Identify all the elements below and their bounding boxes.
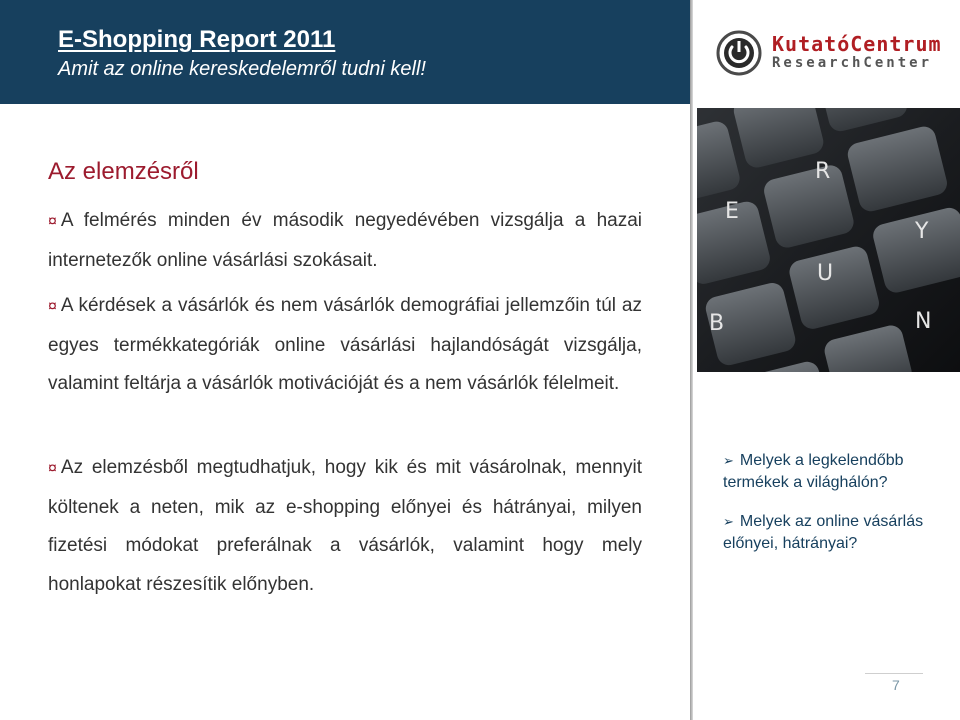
- paragraph-1: ¤ A felmérés minden év második negyedévében vizsgálja a hazai internetezők online vásárlási szokásait.: [48, 210, 642, 271]
- question-2: ➢ Melyek az online vásárlás előnyei, hátrányai?: [723, 513, 924, 552]
- paragraph-3: ¤ Az elemzésből megtudhatjuk, hogy kik és mit vásárolnak, mennyit költenek a neten, mik az e-shopping előnyei és hátrányai, milyen fizetési módokat preferálnak a vásárlók, valamint hogy mely honlapokat részesítik előnyben.: [48, 457, 642, 595]
- logo-text-kutatocentrum: KutatóCentrum: [772, 32, 942, 56]
- svg-text:U: U: [817, 261, 834, 286]
- section-heading: Az elemzésről: [48, 158, 199, 185]
- bullet-icon: ¤: [48, 460, 57, 477]
- power-logo-icon: [716, 30, 762, 76]
- keyboard-photo-icon: [697, 108, 960, 372]
- arrow-bullet-icon: ➢: [723, 514, 734, 529]
- report-subtitle: Amit az online kereskedelemről tudni kell!: [58, 58, 426, 80]
- side-questions: [723, 450, 948, 572]
- header-band: [0, 0, 690, 104]
- question-1: ➢ Melyek a legkelendőbb termékek a világhálón?: [723, 452, 904, 491]
- vertical-divider: [690, 0, 693, 720]
- report-title: E-Shopping Report 2011: [58, 26, 336, 53]
- bullet-icon: ¤: [48, 298, 57, 315]
- arrow-bullet-icon: ➢: [723, 453, 734, 468]
- svg-text:E: E: [725, 199, 739, 224]
- logo-text-researchcenter: ResearchCenter: [772, 55, 933, 71]
- svg-text:B: B: [709, 311, 725, 336]
- kutatocentrum-logo: [716, 30, 948, 76]
- paragraph-2: ¤ A kérdések a vásárlók és nem vásárlók demográfiai jellemzőin túl az egyes termékkategóriák online vásárlási hajlandóságát vizsgálja, valamint feltárja a vásárlók motivációját és a nem vásárlók félelmeit.: [48, 295, 642, 394]
- page-number: 7: [892, 677, 900, 693]
- svg-text:R: R: [815, 159, 831, 184]
- bullet-icon: ¤: [48, 213, 57, 230]
- svg-text:Y: Y: [915, 219, 929, 244]
- svg-text:N: N: [915, 309, 932, 334]
